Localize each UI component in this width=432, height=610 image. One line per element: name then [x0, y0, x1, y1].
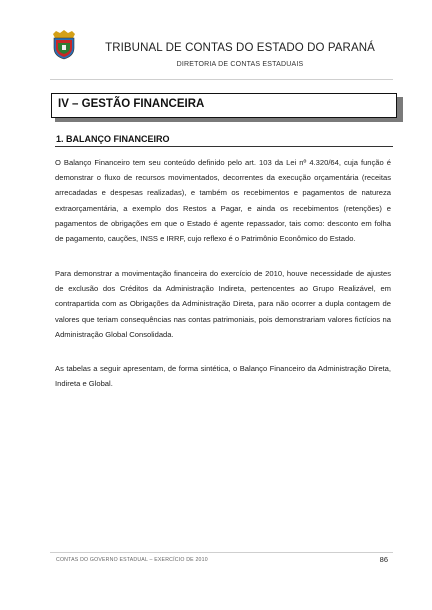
- section-heading-box: [51, 93, 397, 118]
- body-paragraph: Para demonstrar a movimentação financeira do exercício de 2010, houve necessidade de ajustes de exclusão dos Créditos da Administração Indireta, pertencentes ao Grupo Realizável, em contrapartida com as Obrigações da Administração Direta, para não ocorrer a dupla contagem de valores que teriam consequências nas contas patrimoniais, pois demonstrariam valores fictícios na Administração Global Consolidada.: [55, 269, 391, 339]
- header-title: TRIBUNAL DE CONTAS DO ESTADO DO PARANÁ: [105, 42, 375, 54]
- footer-text: CONTAS DO GOVERNO ESTADUAL – EXERCÍCIO DE 2010: [56, 557, 208, 563]
- section-title: IV – GESTÃO FINANCEIRA: [58, 98, 205, 110]
- body-paragraph: As tabelas a seguir apresentam, de forma sintética, o Balanço Financeiro da Administração Direta, Indireta e Global.: [55, 364, 391, 389]
- subsection-title: 1. BALANÇO FINANCEIRO: [56, 134, 170, 144]
- page-number: 86: [379, 555, 388, 564]
- subsection-underline: [55, 146, 393, 147]
- body-paragraph: O Balanço Financeiro tem seu conteúdo definido pelo art. 103 da Lei nº 4.320/64, cuja função é demonstrar o fluxo de recursos movimentados, decorrentes da execução orçamentária (receitas arrecadadas e despesas realizadas), e também os recebimentos e pagamentos de natureza extraorçamentária, a exemplo dos Restos a Pagar, e ainda os recebimentos (retenções) e pagamentos de obrigações em que o Estado é agente repassador, tais como: desconto em folha de pagamento, cauções, INSS e IRRF, cujo reflexo é o Patrimônio Econômico do Estado.: [55, 158, 391, 244]
- header-subtitle: DIRETORIA DE CONTAS ESTADUAIS: [176, 61, 304, 68]
- header-divider: [50, 79, 393, 80]
- coat-of-arms-icon: [52, 30, 76, 60]
- footer-divider: [50, 552, 393, 553]
